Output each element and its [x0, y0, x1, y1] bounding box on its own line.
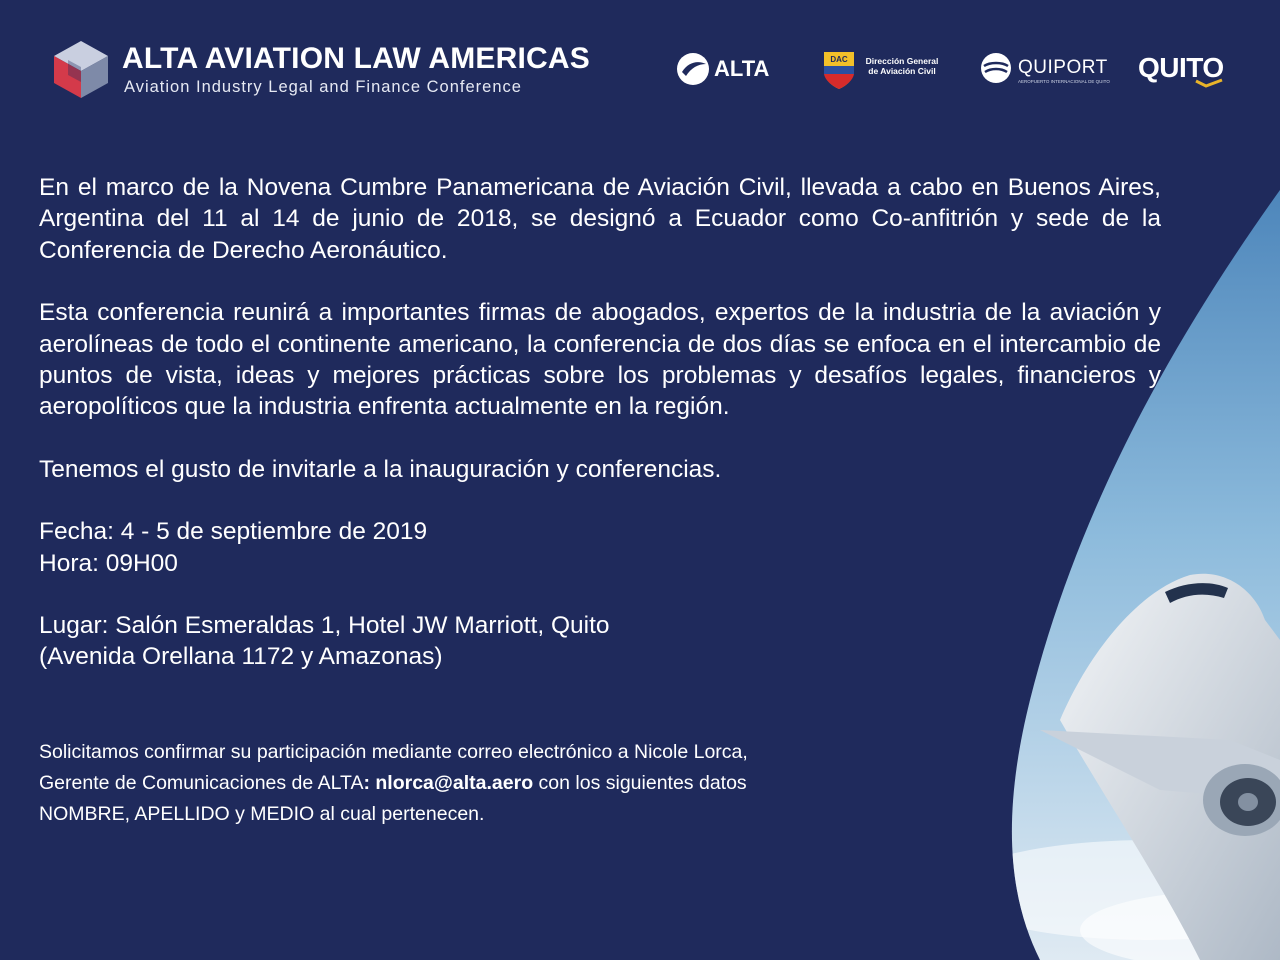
- conference-subtitle: Aviation Industry Legal and Finance Conference: [124, 78, 522, 96]
- dac-line-1: Dirección General: [865, 56, 939, 66]
- event-address: (Avenida Orellana 1172 y Amazonas): [39, 643, 443, 671]
- rsvp-contact-role: Gerente de Comunicaciones de ALTA: [39, 772, 364, 794]
- event-date: Fecha: 4 - 5 de septiembre de 2019: [39, 518, 428, 546]
- rsvp-instructions: [39, 737, 939, 830]
- rsvp-line-1: Solicitamos confirmar su participación mediante correo electrónico a Nicole Lorca,: [39, 741, 748, 763]
- alta-swirl-icon: [676, 52, 710, 86]
- dac-logo: [822, 48, 952, 92]
- alta-wordmark: ALTA: [714, 56, 770, 81]
- quito-wordmark: QUITO: [1138, 52, 1224, 83]
- event-venue: Lugar: Salón Esmeraldas 1, Hotel JW Marriott, Quito: [39, 612, 610, 640]
- event-time: Hora: 09H00: [39, 549, 178, 577]
- invitation-sentence: Tenemos el gusto de invitarle a la inauguración y conferencias.: [39, 455, 722, 483]
- quiport-tagline: AEROPUERTO INTERNACIONAL DE QUITO: [1018, 79, 1110, 84]
- quito-check-icon: [1194, 78, 1224, 88]
- quito-logo: [1138, 48, 1238, 92]
- rsvp-data-request: con los siguientes datos: [533, 772, 747, 794]
- quiport-logo: [980, 48, 1110, 92]
- conference-brand: [50, 38, 610, 100]
- quiport-wordmark: QUIPORT: [1018, 57, 1108, 78]
- invitation-body: [39, 172, 1161, 673]
- rsvp-line-2: [39, 768, 939, 799]
- dac-line-2: de Aviación Civil: [868, 66, 936, 76]
- quiport-globe-icon: [980, 52, 1012, 84]
- conference-title: ALTA AVIATION LAW AMERICAS: [122, 42, 590, 75]
- rsvp-line-3: NOMBRE, APELLIDO y MEDIO al cual pertenecen.: [39, 803, 485, 825]
- rsvp-email-link[interactable]: : nlorca@alta.aero: [363, 772, 534, 794]
- conference-description-paragraph: Esta conferencia reunirá a importantes firmas de abogados, expertos de la industria de la aviación y aerolíneas de todo el continente americano, la conferencia de dos días se enfoca en el intercambio de puntos de vista, ideas y mejores prácticas sobre los problemas y desafíos legales, financieros y aeropolíticos que la industria enfrenta actualmente en la región.: [39, 299, 1161, 421]
- alta-logo: [676, 48, 786, 92]
- cube-logo-icon: [50, 38, 112, 100]
- intro-paragraph: En el marco de la Novena Cumbre Panamericana de Aviación Civil, llevada a cabo en Buenos Aires, Argentina del 11 al 14 de junio de 2018, se designó a Ecuador como Co-anfitrión y sede de la Conferencia de Derecho Aeronáutico.: [39, 174, 1161, 264]
- dac-name: [862, 56, 942, 76]
- dac-badge-text: DAC: [830, 55, 848, 64]
- dac-shield-icon: [822, 50, 856, 90]
